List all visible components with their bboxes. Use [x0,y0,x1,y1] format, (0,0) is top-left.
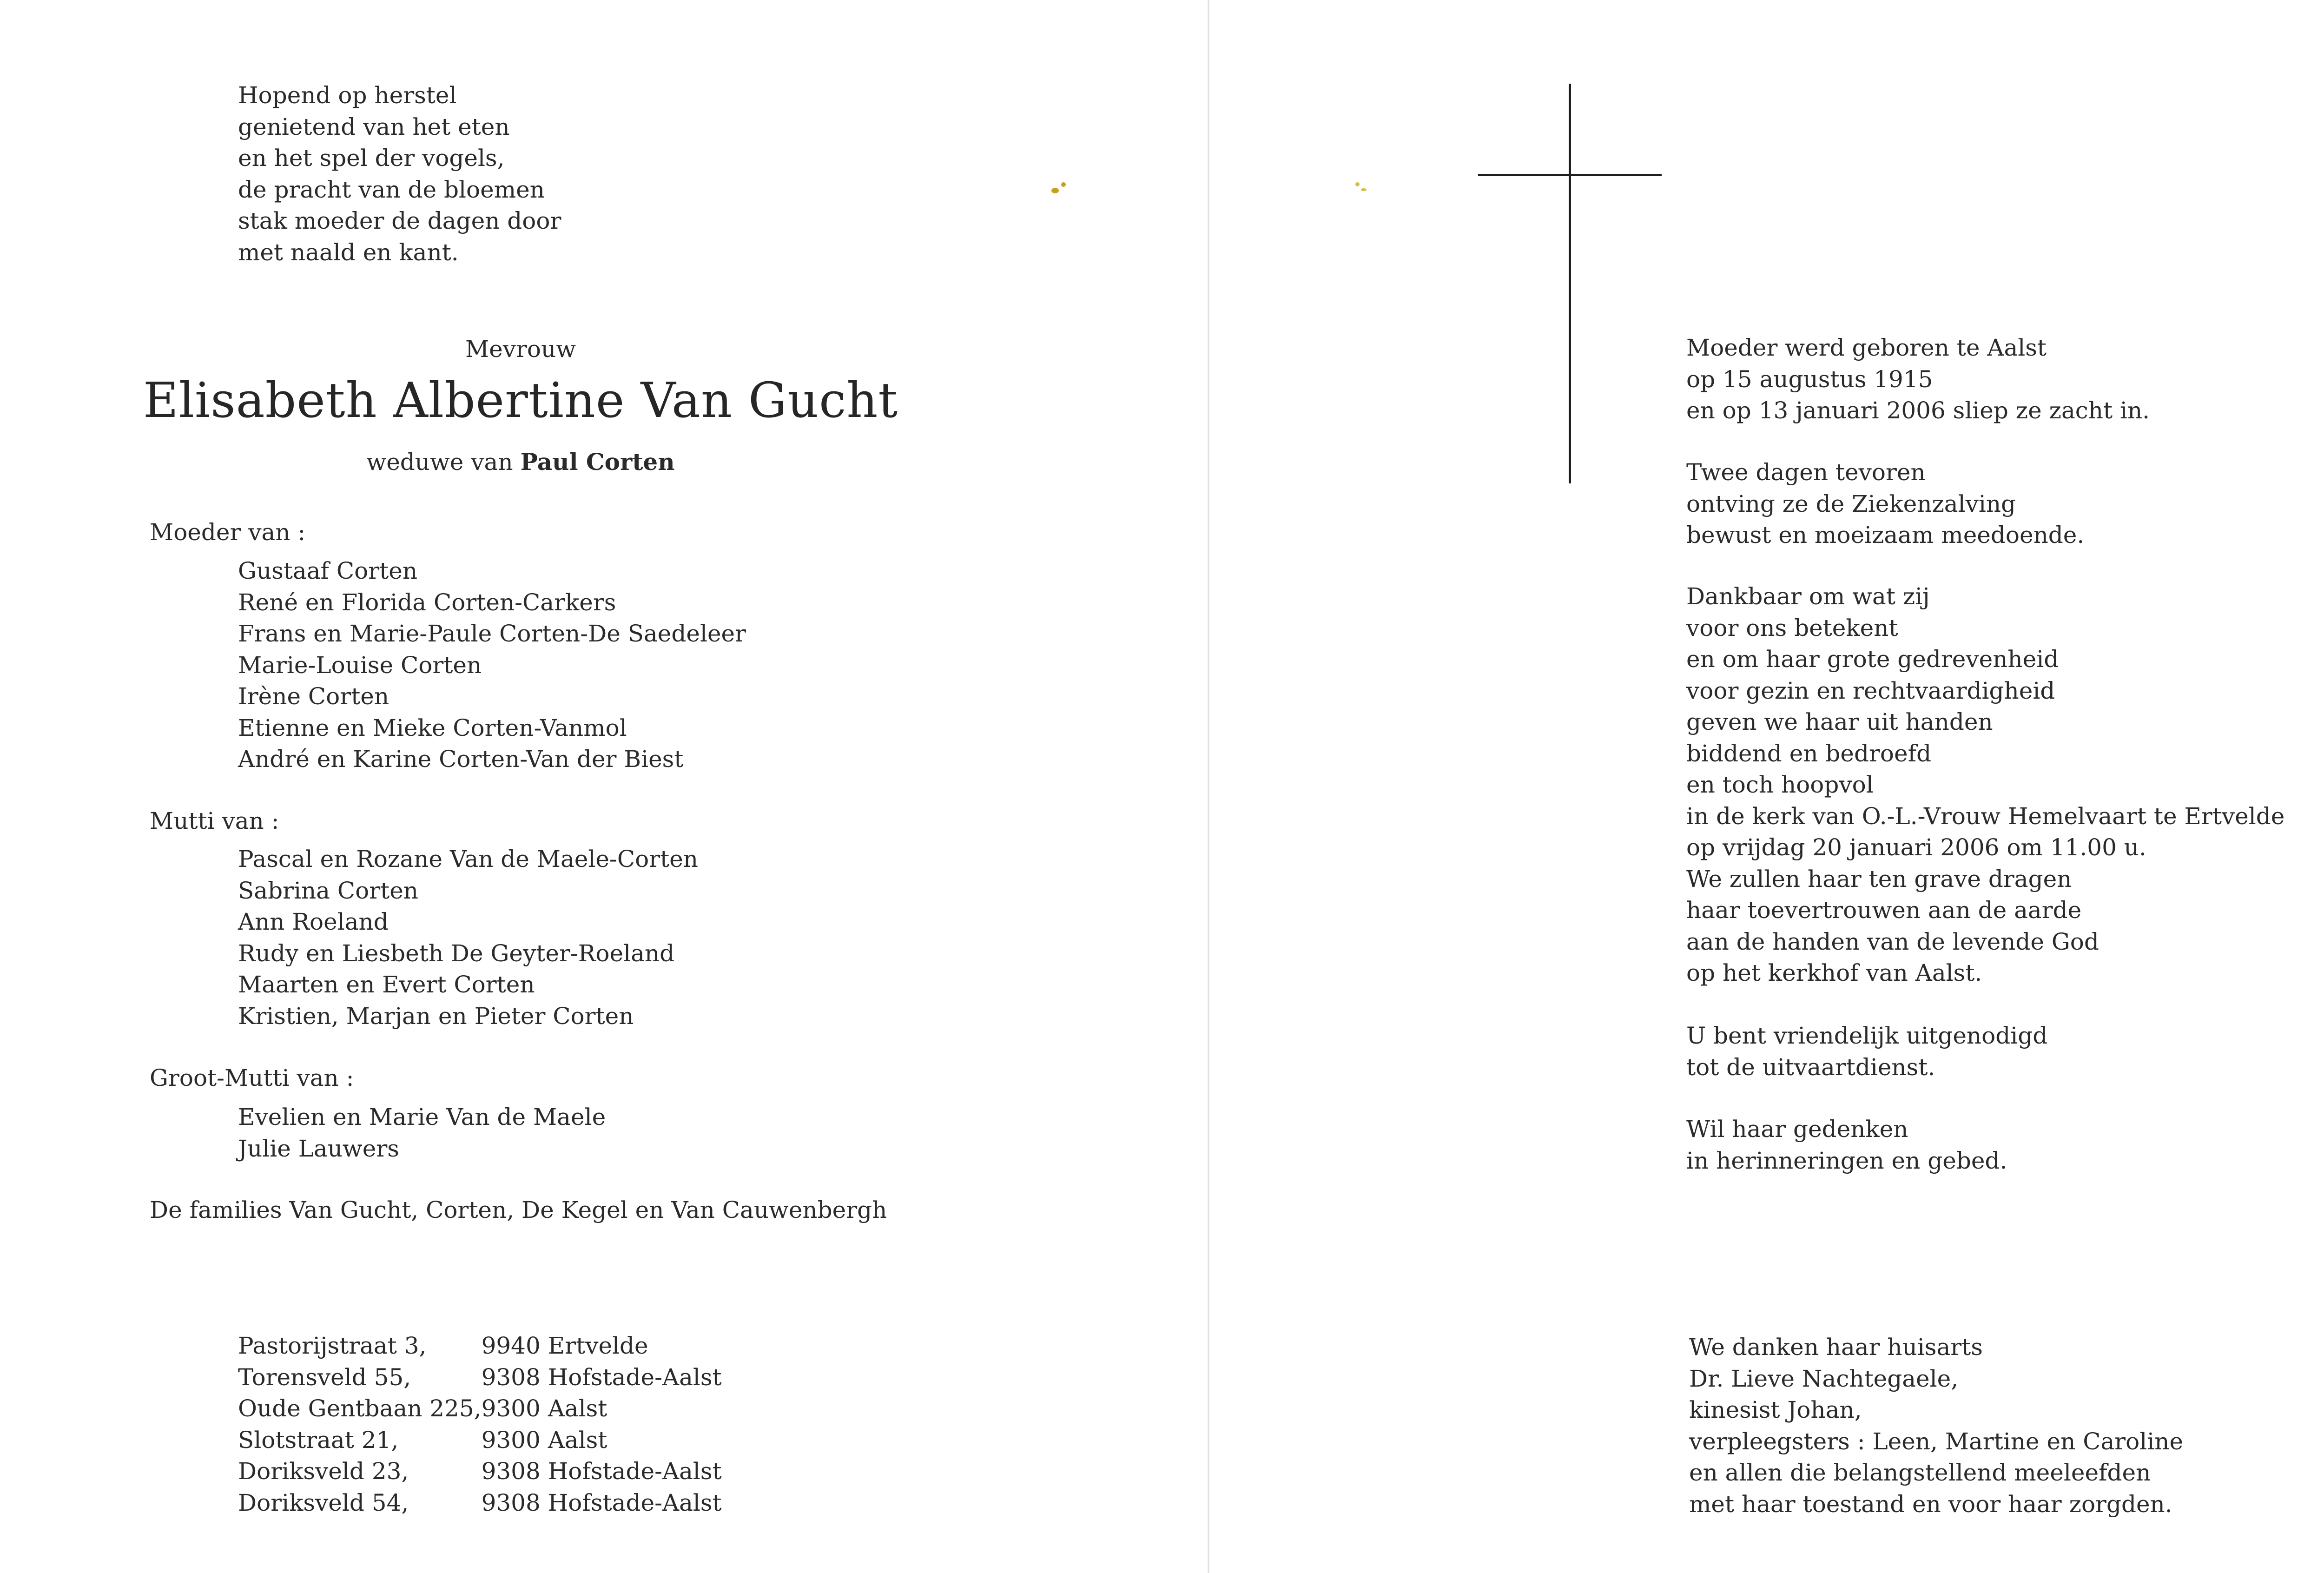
text-line: in herinneringen en gebed. [1686,1147,2007,1174]
table-row [238,1425,722,1456]
table-row [238,1362,722,1394]
text-line: met haar toestand en voor haar zorgden. [1689,1490,2172,1518]
poem-line: Hopend op herstel [238,82,457,109]
table-row [238,1456,722,1487]
family-list [238,844,698,1032]
address-street: Torensveld 55, [238,1363,411,1391]
text-line: in de kerk van O.-L.-Vrouw Hemelvaart te Ertvelde [1686,802,2285,830]
address-city: 9300 Aalst [481,1426,607,1454]
remembrance-paragraph [1686,1114,2007,1176]
list-item: Marie-Louise Corten [238,651,482,679]
list-item: Frans en Marie-Paule Corten-De Saedeleer [238,620,746,647]
list-item: Kristien, Marjan en Pieter Corten [238,1002,634,1030]
text-line: kinesist Johan, [1689,1396,1862,1423]
poem-line: met naald en kant. [238,238,459,266]
address-street: Slotstraat 21, [238,1426,399,1454]
text-line: Moeder werd geboren te Aalst [1686,334,2047,361]
ink-speck [1051,188,1059,193]
cross-vertical-bar [1569,84,1571,483]
text-line: voor ons betekent [1686,614,1898,641]
table-row [238,1487,722,1519]
list-item: Ann Roeland [238,908,389,935]
funeral-paragraph [1686,581,2284,989]
birth-death-paragraph [1686,332,2150,427]
text-line: Dankbaar om wat zij [1686,583,1930,610]
list-item: Rudy en Liesbeth De Geyter-Roeland [238,939,675,967]
address-street: Doriksveld 54, [238,1489,409,1516]
text-line: voor gezin en rechtvaardigheid [1686,677,2055,704]
spouse-name: Paul Corten [520,448,675,476]
families-line: De families Van Gucht, Corten, De Kegel en Van Cauwenbergh [150,1196,887,1223]
address-street: Doriksveld 23, [238,1458,409,1485]
address-city: 9300 Aalst [481,1395,607,1422]
list-item: Maarten en Evert Corten [238,971,535,998]
text-line: Dr. Lieve Nachtegaele, [1689,1365,1959,1392]
list-item: Gustaaf Corten [238,557,418,584]
address-street: Pastorijstraat 3, [238,1332,427,1359]
poem-line: stak moeder de dagen door [238,207,561,234]
poem-line: de pracht van de bloemen [238,176,545,203]
poem-line: en het spel der vogels, [238,145,505,172]
family-list [238,1102,606,1164]
text-line: U bent vriendelijk uitgenodigd [1686,1022,2048,1049]
address-city: 9308 Hofstade-Aalst [481,1458,722,1485]
text-line: haar toevertrouwen aan de aarde [1686,897,2082,924]
text-line: en toch hoopvol [1686,771,1874,798]
address-table [238,1330,722,1519]
text-line: en op 13 januari 2006 sliep ze zacht in. [1686,397,2150,424]
address-street: Oude Gentbaan 225, [238,1395,482,1422]
widow-prefix: weduwe van [366,449,513,476]
list-item: Sabrina Corten [238,877,419,904]
list-item: Pascal en Rozane Van de Maele-Corten [238,846,698,872]
thanks-paragraph [1689,1332,2183,1520]
text-line: biddend en bedroefd [1686,740,1932,767]
ink-speck [1355,182,1360,186]
ink-speck [1361,188,1367,191]
family-list [238,555,746,775]
text-line: en om haar grote gedrevenheid [1686,646,2059,673]
section-label: Groot-Mutti van : [150,1064,354,1091]
section-label: Moeder van : [150,519,306,546]
cross-horizontal-bar [1478,174,1662,176]
honorific: Mevrouw [465,336,576,363]
text-line: Wil haar gedenken [1686,1116,1908,1143]
address-city: 9308 Hofstade-Aalst [481,1363,722,1391]
poem [238,80,561,268]
text-line: geven we haar uit handen [1686,708,1993,735]
text-line: tot de uitvaartdienst. [1686,1053,1935,1081]
list-item: Julie Lauwers [238,1135,399,1162]
text-line: Twee dagen tevoren [1686,459,1926,486]
list-item: Etienne en Mieke Corten-Vanmol [238,714,627,741]
text-line: ontving ze de Ziekenzalving [1686,490,2016,517]
deceased-name: Elisabeth Albertine Van Gucht [143,372,898,429]
table-row [238,1330,722,1362]
address-city: 9940 Ertvelde [481,1332,648,1359]
ink-speck [1061,182,1066,187]
text-line: en allen die belangstellend meeleefden [1689,1459,2151,1486]
text-line: bewust en moeizaam meedoende. [1686,522,2085,549]
table-row [238,1393,722,1425]
text-line: We danken haar huisarts [1689,1334,1983,1361]
text-line: aan de handen van de levende God [1686,928,2099,955]
widow-line [102,448,939,476]
list-item: Evelien en Marie Van de Maele [238,1104,606,1130]
list-item: André en Karine Corten-Van der Biest [238,746,684,773]
text-line: We zullen haar ten grave dragen [1686,865,2072,892]
text-line: op het kerkhof van Aalst. [1686,959,1982,986]
card-fold-line [1208,0,1209,1573]
address-city: 9308 Hofstade-Aalst [481,1489,722,1516]
list-item: Irène Corten [238,683,390,710]
invitation-paragraph [1686,1020,2047,1083]
list-item: René en Florida Corten-Carkers [238,588,616,616]
poem-line: genietend van het eten [238,113,510,140]
section-label: Mutti van : [150,807,279,834]
text-line: op vrijdag 20 januari 2006 om 11.00 u. [1686,834,2146,861]
sacrament-paragraph [1686,457,2084,551]
text-line: op 15 augustus 1915 [1686,365,1933,393]
text-line: verpleegsters : Leen, Martine en Caroline [1689,1428,2184,1455]
